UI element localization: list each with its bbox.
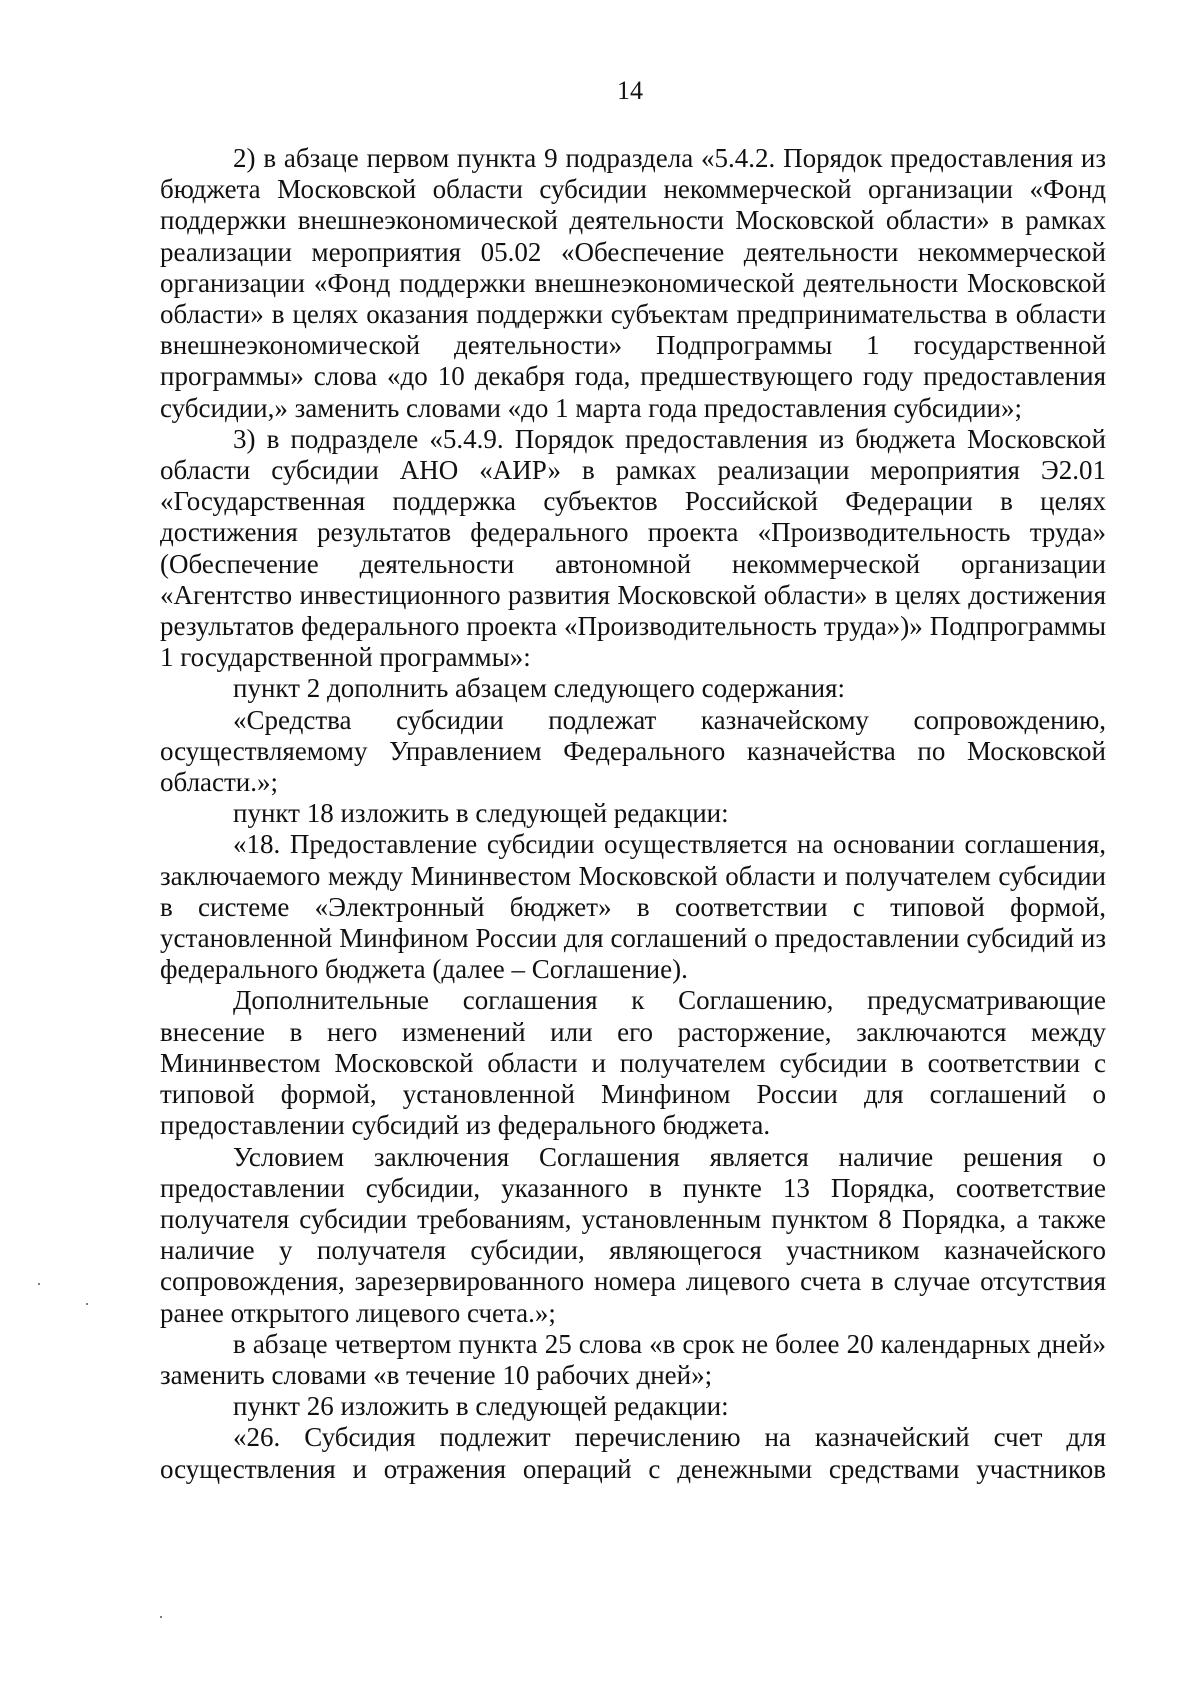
scan-speck (160, 1616, 162, 1618)
scan-speck (86, 1303, 88, 1305)
scan-speck (38, 1283, 40, 1285)
paragraph-item-18-text: «18. Предоставление субсидии осуществляется на основании соглашения, заключаемого между Мининвестом Московской области и получателем субсидии в системе «Электронный бюджет» в соответствии с типовой формой, установленной Минфином России для соглашений о предоставлении субсидий из федерального бюджета (далее – Соглашение). (160, 829, 1106, 985)
paragraph-item-26-intro: пункт 26 изложить в следующей редакции: (233, 1391, 729, 1422)
paragraph-item-26-text: «26. Субсидия подлежит перечислению на казначейский счет для осуществления и отражения операций с денежными средствами участников (160, 1422, 1106, 1484)
paragraph-quoted-subsidy-escort: «Средства субсидии подлежат казначейскому сопровождению, осуществляемому Управлением Федерального казначейства по Московской области.»; (160, 704, 1106, 798)
page-number: 14 (617, 76, 643, 105)
paragraph-additional-agreements: Дополнительные соглашения к Соглашению, предусматривающие внесение в него изменений или его расторжение, заключаются между Мининвестом Московской области и получателем субсидии в соответствии с типовой формой, установленной Минфином России для соглашений о предоставлении субсидий из федерального бюджета. (160, 985, 1106, 1141)
paragraph-amendment-2: 2) в абзаце первом пункта 9 подраздела «5.4.2. Порядок предоставления из бюджета Московской области субсидии некоммерческой организации «Фонд поддержки внешнеэкономической деятельности Московской области» в рамках реализации мероприятия 05.02 «Обеспечение деятельности некоммерческой организации «Фонд поддержки внешнеэкономической деятельности Московской области» в целях оказания поддержки субъектам предпринимательства в области внешнеэкономической деятельности» Подпрограммы 1 государственной программы» слова «до 10 декабря года, предшествующего году предоставления субсидии,» заменить словами «до 1 марта года предоставления субсидии»; (160, 143, 1106, 423)
paragraph-item-2-addition: пункт 2 дополнить абзацем следующего содержания: (233, 673, 845, 704)
paragraph-agreement-condition: Условием заключения Соглашения является наличие решения о предоставлении субсидии, указанного в пункте 13 Порядка, соответствие получателя субсидии требованиям, установленным пунктом 8 Порядка, а также наличие у получателя субсидии, являющегося участником казначейского сопровождения, зарезервированного номера лицевого счета в случае отсутствия ранее открытого лицевого счета.»; (160, 1141, 1106, 1328)
paragraph-item-18-intro: пункт 18 изложить в следующей редакции: (233, 798, 729, 829)
paragraph-amendment-3: 3) в подразделе «5.4.9. Порядок предоставления из бюджета Московской области субсидии АНО «АИР» в рамках реализации мероприятия Э2.01 «Государственная поддержка субъектов Российской Федерации в целях достижения результатов федерального проекта «Производительность труда» (Обеспечение деятельности автономной некоммерческой организации «Агентство инвестиционного развития Московской области» в целях достижения результатов федерального проекта «Производительность труда»)» Подпрограммы 1 государственной программы»: (160, 423, 1106, 673)
paragraph-item-25-change: в абзаце четвертом пункта 25 слова «в срок не более 20 календарных дней» заменить словами «в течение 10 рабочих дней»; (160, 1328, 1106, 1390)
document-body (160, 143, 1106, 1485)
